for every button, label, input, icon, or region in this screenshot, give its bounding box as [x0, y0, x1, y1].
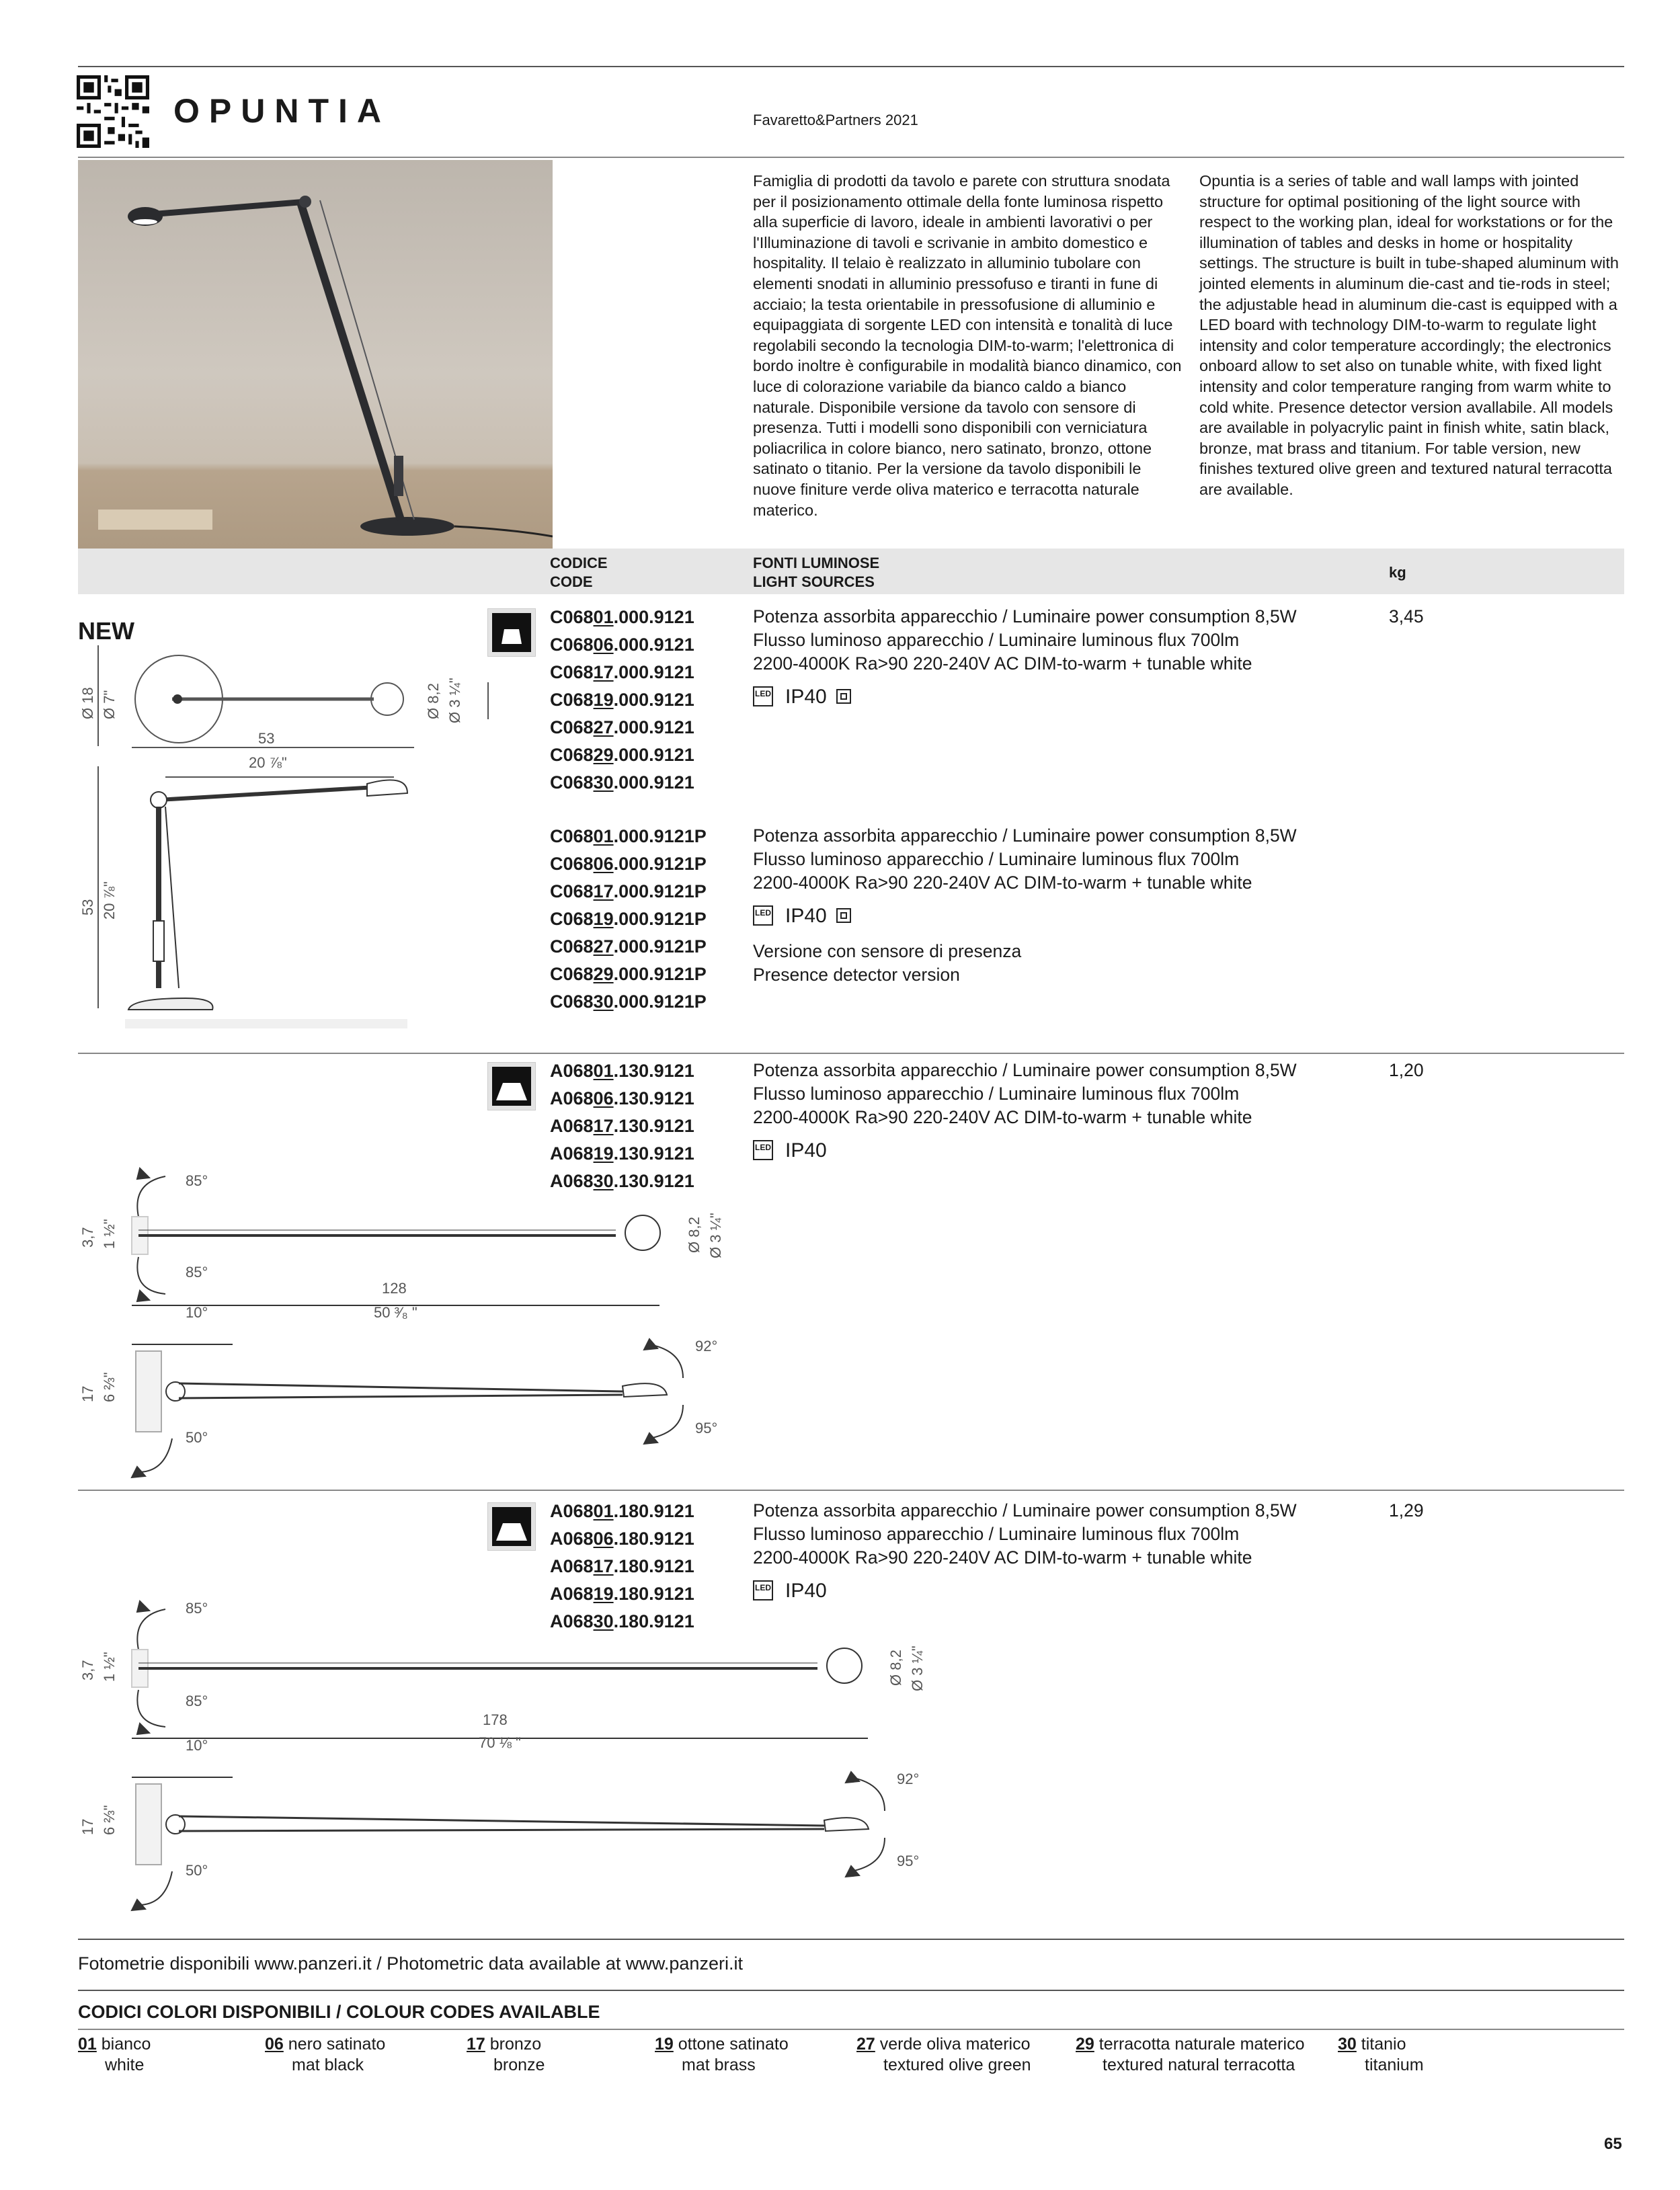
- led-icon: LED: [753, 686, 773, 706]
- dim-angle-10: 10°: [186, 1737, 208, 1754]
- colour-30: 30 titanio titanium: [1338, 2035, 1424, 2074]
- product-code: A06819.180.9121: [550, 1584, 694, 1604]
- dim-height: 17: [79, 1385, 96, 1402]
- product-code: A06801.180.9121: [550, 1501, 694, 1521]
- dim-width-inch: 20 ⅞": [249, 754, 287, 771]
- class-ii-icon: [836, 908, 851, 923]
- dim-base-diameter: Ø 18: [79, 687, 96, 719]
- product-code: A06817.180.9121: [550, 1556, 694, 1576]
- description-english: Opuntia is a series of table and wall lamps with jointed structure for optimal positioning of the light source with respect to the working plan, ideal for workstations or for the illumination of tables and desks in home or hospitality settings. The structure is built in tube-shaped aluminum with jointed elements in aluminum die-cast and tie-rods in steel; the adjustable head in aluminum die-cast is equipped with a LED board with technology DIM-to-warm to regulate light intensity and color temperature accordingly; the electronics onboard allow to set also on tunable white, with fixed light intensity and color temperature ranging from warm white to cold white. Presence detector version avallabile. All models are available in polyacrylic paint in finish white, satin black, bronze, mat brass and titanium. For table version, new finishes textured olive green and textured natural terracotta are available.: [1199, 172, 1619, 498]
- dim-height-inch: 6 ⅔": [101, 1805, 118, 1835]
- product-code: C06806.000.9121: [550, 635, 694, 655]
- dim-head-diameter: Ø 8,2: [887, 1650, 904, 1686]
- wall-lamp-type-icon: [487, 1062, 536, 1110]
- dim-angle-bottom: 85°: [186, 1264, 208, 1281]
- description-italian: Famiglia di prodotti da tavolo e parete con struttura snodata per il posizionamento ottimale della fonte luminosa rispetto alla superficie di lavoro, ideale in ambienti lavorativi o per l'Illuminazione di tavoli e scrivanie in ambito domestico e hospitality. Il telaio è realizzato in alluminio tubolare con elementi snodati in alluminio pressofuso e tiranti in fune di acciaio; la testa orientabile in pressofusione di alluminio e equipaggiata di sorgente LED con intensità e tonalità di luce regolabili secondo la tecnologia DIM-to-warm; l'elettronica di bordo inoltre è configurabile in modalità bianco dinamico, con luce di colorazione variabile da bianco caldo a bianco naturale. Disponibile versione da tavolo con sensore di presenza. Tutti i modelli sono disponibili con verniciatura poliacrilica in colore bianco, nero satinato, bronzo, ottone satinato o titanio. Per la versione da tavolo disponibili le nuove finiture verde oliva materico e terracotta naturale materico.: [753, 172, 1182, 519]
- dim-head-diameter: Ø 8,2: [686, 1217, 703, 1253]
- dim-height-inch: 20 ⅞": [101, 881, 118, 920]
- colour-codes-title: CODICI COLORI DISPONIBILI / COLOUR CODES AVAILABLE: [78, 2002, 600, 2022]
- table-codes: [550, 604, 694, 797]
- product-code: A06806.180.9121: [550, 1529, 694, 1549]
- light-sources-header: FONTI LUMINOSE LIGHT SOURCES: [753, 555, 880, 590]
- product-photo: [78, 160, 553, 549]
- dim-length-inch: 70 ⅛ ": [479, 1734, 521, 1751]
- dim-angle-92: 92°: [897, 1771, 920, 1787]
- table-codes-presence: [550, 823, 707, 1016]
- dim-base-diameter-inch: Ø 7": [101, 690, 118, 719]
- product-code: A06817.130.9121: [550, 1116, 694, 1136]
- header-rule: [78, 157, 1624, 158]
- dim-angle-95: 95°: [897, 1853, 920, 1869]
- top-rule: [78, 66, 1624, 67]
- dim-head-diameter-inch: Ø 3 ¼": [909, 1646, 926, 1691]
- product-code: C06827.000.9121: [550, 717, 694, 737]
- table-spec-presence: Potenza assorbita apparecchio / Luminaire power consumption 8,5W Flusso luminoso apparecchio / Luminaire luminous flux 700lm 2200-4000K Ra>90 220-240V AC DIM-to-warm + tunable white LED IP40 Versione con sensore di presenza Presence detector version: [753, 825, 1297, 985]
- table-lamp-side-view: [78, 766, 428, 1035]
- dim-angle-50: 50°: [186, 1862, 208, 1879]
- wall130-weight: 1,20: [1389, 1060, 1424, 1080]
- page-number: 65: [1604, 2135, 1622, 2153]
- dim-height: 53: [79, 899, 96, 916]
- product-code: A06830.130.9121: [550, 1171, 694, 1191]
- dim-width: 53: [258, 730, 275, 747]
- dim-depth-inch: 1 ½": [101, 1652, 118, 1682]
- code-header: CODICE CODE: [550, 555, 608, 590]
- dim-depth: 3,7: [79, 1660, 96, 1680]
- product-code: C06801.000.9121P: [550, 826, 707, 846]
- product-code: C06830.000.9121P: [550, 991, 707, 1012]
- product-code: C06817.000.9121P: [550, 881, 707, 901]
- dim-depth-inch: 1 ½": [101, 1219, 118, 1249]
- dim-angle-bottom: 85°: [186, 1693, 208, 1709]
- colour-19: 19 ottone satinato mat brass: [655, 2035, 789, 2074]
- new-badge: NEW: [78, 617, 134, 645]
- dim-length: 178: [483, 1711, 508, 1728]
- colour-06: 06 nero satinato mat black: [265, 2035, 386, 2074]
- photometric-note: Fotometrie disponibili www.panzeri.it / Photometric data available at www.panzeri.it: [78, 1953, 743, 1974]
- led-icon: LED: [753, 1140, 773, 1160]
- product-code: C06829.000.9121: [550, 745, 694, 765]
- product-code: C06801.000.9121: [550, 607, 694, 627]
- dim-angle-92: 92°: [695, 1338, 718, 1354]
- dim-head-diameter-inch: Ø 3 ¼": [446, 678, 463, 723]
- dim-angle-50: 50°: [186, 1429, 208, 1446]
- dim-head-diameter: Ø 8,2: [425, 683, 442, 719]
- product-name: OPUNTIA: [173, 92, 391, 130]
- colour-27: 27 verde oliva materico textured olive green: [856, 2035, 1031, 2074]
- table-weight: 3,45: [1389, 606, 1424, 626]
- dim-angle-top: 85°: [186, 1172, 208, 1189]
- led-icon: LED: [753, 905, 773, 926]
- table-spec: Potenza assorbita apparecchio / Luminaire power consumption 8,5W Flusso luminoso apparecchio / Luminaire luminous flux 700lm 2200-4000K Ra>90 220-240V AC DIM-to-warm + tunable white LED IP40: [753, 606, 1297, 708]
- dim-head-diameter-inch: Ø 3 ¼": [707, 1213, 724, 1258]
- wall130-spec: Potenza assorbita apparecchio / Luminaire power consumption 8,5W Flusso luminoso apparecchio / Luminaire luminous flux 700lm 2200-4000K Ra>90 220-240V AC DIM-to-warm + tunable white LED IP40: [753, 1060, 1297, 1162]
- class-ii-icon: [836, 689, 851, 704]
- designer: Favaretto&Partners 2021: [753, 112, 918, 128]
- product-code: C06806.000.9121P: [550, 854, 707, 874]
- product-code: A06819.130.9121: [550, 1143, 694, 1164]
- dim-angle-10: 10°: [186, 1304, 208, 1321]
- product-code: A06801.130.9121: [550, 1061, 694, 1081]
- footer-rule-1: [78, 1939, 1624, 1940]
- led-icon: LED: [753, 1580, 773, 1600]
- product-code: C06819.000.9121P: [550, 909, 707, 929]
- product-code: A06806.130.9121: [550, 1088, 694, 1108]
- dim-height: 17: [79, 1818, 96, 1835]
- section-rule-1: [78, 1053, 1624, 1054]
- dim-angle-top: 85°: [186, 1600, 208, 1617]
- product-code: C06819.000.9121: [550, 690, 694, 710]
- colour-29: 29 terracotta naturale materico textured natural terracotta: [1076, 2035, 1305, 2074]
- dim-angle-95: 95°: [695, 1420, 718, 1436]
- product-code: A06830.180.9121: [550, 1611, 694, 1631]
- section-rule-2: [78, 1490, 1624, 1491]
- dim-length-inch: 50 ³⁄₈ ": [374, 1304, 417, 1321]
- footer-rule-3: [78, 2029, 1624, 2030]
- product-code: C06830.000.9121: [550, 772, 694, 793]
- qr-code-icon: [77, 75, 149, 148]
- wall-lamp-type-icon: [487, 1502, 536, 1551]
- product-code: C06829.000.9121P: [550, 964, 707, 984]
- dim-length: 128: [382, 1280, 407, 1297]
- colour-01: 01 bianco white: [78, 2035, 151, 2074]
- footer-rule-2: [78, 1990, 1624, 1991]
- product-code: C06817.000.9121: [550, 662, 694, 682]
- product-code: C06827.000.9121P: [550, 936, 707, 957]
- wall180-weight: 1,29: [1389, 1500, 1424, 1520]
- wall180-spec: Potenza assorbita apparecchio / Luminaire power consumption 8,5W Flusso luminoso apparecchio / Luminaire luminous flux 700lm 2200-4000K Ra>90 220-240V AC DIM-to-warm + tunable white LED IP40: [753, 1500, 1297, 1602]
- dim-height-inch: 6 ⅔": [101, 1372, 118, 1402]
- weight-header: kg: [1389, 564, 1406, 581]
- dim-depth: 3,7: [79, 1227, 96, 1248]
- colour-17: 17 bronzo bronze: [467, 2035, 545, 2074]
